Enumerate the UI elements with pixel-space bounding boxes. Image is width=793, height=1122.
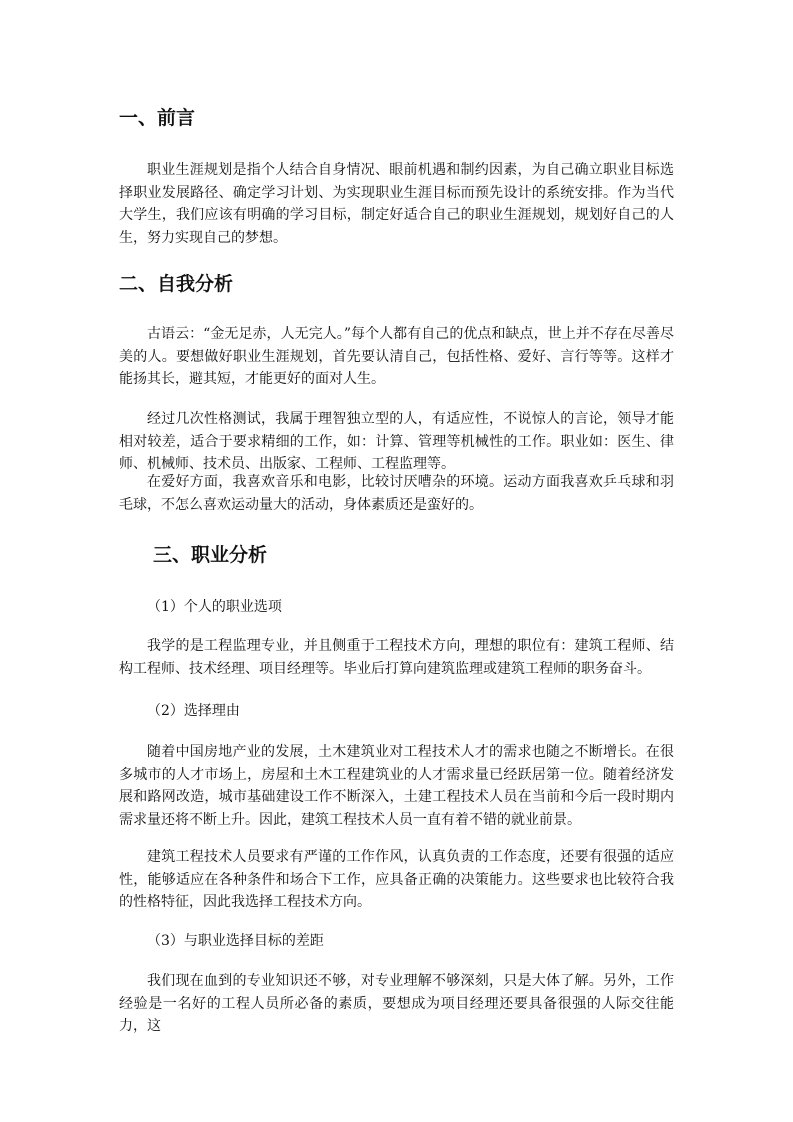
paragraph-self-analysis-2: 经过几次性格测试，我属于理智独立型的人，有适应性，不说惊人的言论，领导才能相对较差，适合于要求精细的工作，如：计算、管理等机械性的工作。职业如：医生、律师、机械师、技术员、出版家、工程师、工程监理等。 <box>119 411 674 472</box>
section-heading-self-analysis: 二、自我分析 <box>119 273 234 295</box>
paragraph-self-analysis-1: 古语云：“金无足赤，人无完人。”每个人都有自己的优点和缺点，世上并不存在尽善尽美的人。要想做好职业生涯规划，首先要认清自己，包括性格、爱好、言行等等。这样才能扬其长，避其短，才能更好的面对人生。 <box>119 326 674 387</box>
paragraph-self-analysis-3: 在爱好方面，我喜欢音乐和电影，比较讨厌嘈杂的环境。运动方面我喜欢乒乓球和羽毛球，不怎么喜欢运动量大的活动，身体素质还是蛮好的。 <box>119 474 674 513</box>
paragraph-reasons-2: 建筑工程技术人员要求有严谨的工作作风，认真负责的工作态度，还要有很强的适应性，能够适应在各种条件和场合下工作，应具备正确的决策能力。这些要求也比较符合我的性格特征，因此我选择工程技术方向。 <box>119 849 674 910</box>
subsection-title-career-options: （1）个人的职业选项 <box>147 599 282 615</box>
subsection-title-reasons: （2）选择理由 <box>147 703 240 719</box>
paragraph-career-options: 我学的是工程监理专业，并且侧重于工程技术方向，理想的职位有：建筑工程师、结构工程师、技术经理、项目经理等。毕业后打算向建筑监理或建筑工程师的职务奋斗。 <box>119 638 674 677</box>
subsection-title-gap: （3）与职业选择目标的差距 <box>147 933 324 949</box>
paragraph-preface: 职业生涯规划是指个人结合自身情况、眼前机遇和制约因素，为自己确立职业目标选择职业发展路径、确定学习计划、为实现职业生涯目标而预先设计的系统安排。作为当代大学生，我们应该有明确的学习目标，制定好适合自己的职业生涯规划，规划好自己的人生，努力实现自己的梦想。 <box>119 162 674 246</box>
section-heading-preface: 一、前言 <box>119 107 196 129</box>
section-heading-career-analysis: 三、职业分析 <box>153 544 268 566</box>
paragraph-reasons-1: 随着中国房地产业的发展，土木建筑业对工程技术人才的需求也随之不断增长。在很多城市的人才市场上，房屋和土木工程建筑业的人才需求量已经跃居第一位。随着经济发展和路网改造，城市基础建设工作不断深入，土建工程技术人员在当前和今后一段时期内需求量还将不断上升。因此，建筑工程技术人员一直有着不错的就业前景。 <box>119 744 674 828</box>
paragraph-gap: 我们现在血到的专业知识还不够，对专业理解不够深刻，只是大体了解。另外，工作经验是一名好的工程人员所必备的素质，要想成为项目经理还要具备很强的人际交往能力，这 <box>119 973 674 1034</box>
